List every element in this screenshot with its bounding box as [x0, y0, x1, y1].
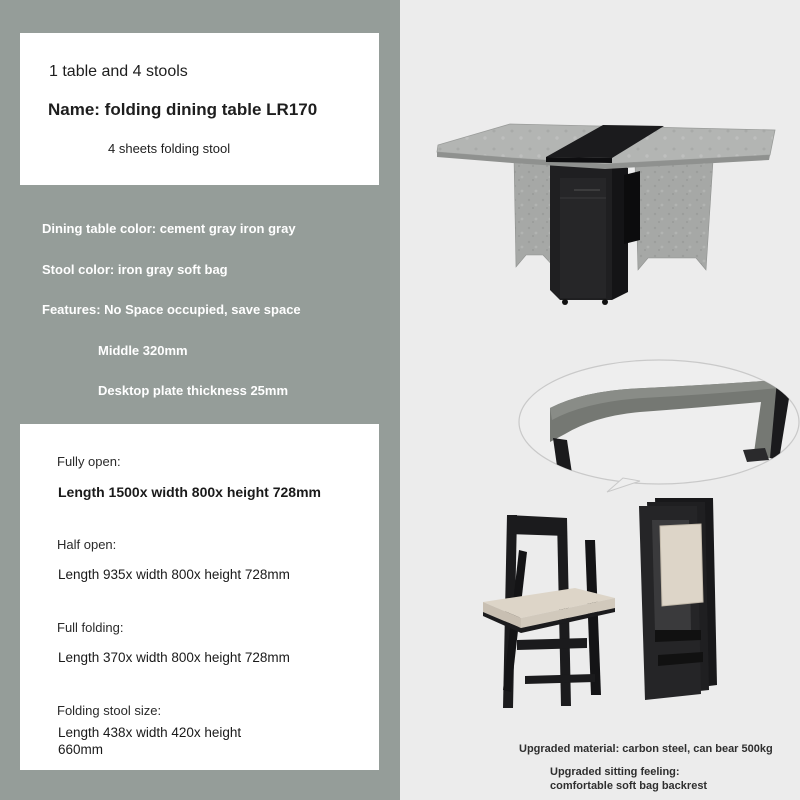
- stool-size-value-line1: Length 438x width 420x height: [58, 725, 242, 740]
- sitting-caption-line2: comfortable soft bag backrest: [550, 780, 708, 792]
- stool-color-spec: Stool color: iron gray soft bag: [42, 262, 228, 277]
- folding-dining-table-image: [400, 0, 800, 320]
- sitting-caption-line1: Upgraded sitting feeling:: [550, 766, 680, 778]
- full-folding-label: Full folding:: [57, 620, 124, 635]
- middle-spec: Middle 320mm: [98, 343, 188, 358]
- material-caption: Upgraded material: carbon steel, can bear 500kg: [519, 743, 773, 755]
- right-panel: [400, 0, 800, 800]
- product-name: Name: folding dining table LR170: [48, 100, 318, 119]
- product-set-title: 1 table and 4 stools: [49, 63, 188, 80]
- summary-card: [20, 33, 379, 185]
- table-color-spec: Dining table color: cement gray iron gray: [42, 221, 296, 236]
- half-open-value: Length 935x width 800x height 728mm: [58, 567, 290, 582]
- fully-open-value: Length 1500x width 800x height 728mm: [58, 484, 321, 500]
- stool-count-text: 4 sheets folding stool: [108, 141, 231, 156]
- thickness-spec: Desktop plate thickness 25mm: [98, 383, 289, 398]
- features-spec: Features: No Space occupied, save space: [42, 302, 301, 317]
- full-folding-value: Length 370x width 800x height 728mm: [58, 650, 290, 665]
- stool-size-label: Folding stool size:: [57, 703, 162, 718]
- stool-size-value-line2: 660mm: [58, 742, 104, 757]
- half-open-label: Half open:: [57, 537, 117, 552]
- fully-open-label: Fully open:: [57, 454, 121, 469]
- stool-backrest-detail-image: [515, 350, 800, 490]
- dimensions-card: [20, 424, 379, 770]
- folding-stools-image: [455, 480, 775, 720]
